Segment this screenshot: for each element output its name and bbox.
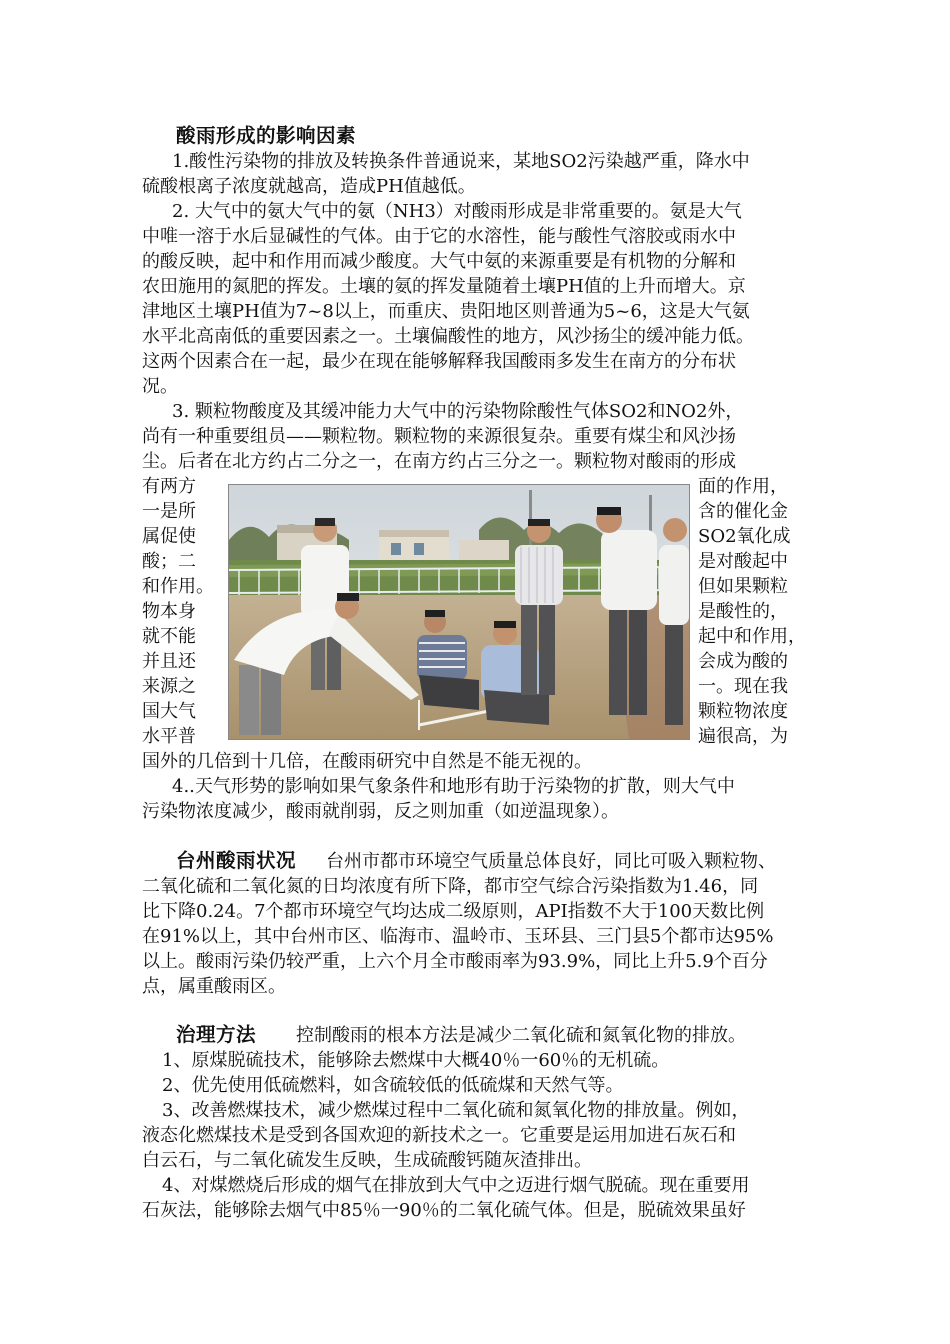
paragraph-line: 硫酸根离子浓度就越高，造成PH值越低。 — [142, 176, 476, 197]
wrap-right-text: 会成为酸的 — [698, 651, 788, 672]
paragraph-line: 二氧化硫和二氧化氮的日均浓度有所下降，都市空气综合污染指数为1.46，同 — [142, 876, 759, 897]
paragraph-line: 3、改善燃煤技术，减少燃煤过程中二氧化硫和氮氧化物的排放量。例如， — [162, 1100, 750, 1121]
wrap-right-text: 是酸性的， — [698, 601, 788, 622]
wrap-left-text: 一是所 — [142, 501, 196, 522]
wrap-right-text: 遍很高，为 — [698, 726, 788, 747]
wrap-left-text: 属促使 — [142, 526, 196, 547]
paragraph-line: 1.酸性污染物的排放及转换条件普通说来，某地SO2污染越严重，降水中 — [172, 151, 750, 172]
paragraph-line: 4..天气形势的影响如果气象条件和地形有助于污染物的扩散，则大气中 — [172, 776, 735, 797]
section-title-treatment: 治理方法 — [176, 1023, 257, 1046]
paragraph-line: 况。 — [142, 376, 178, 397]
paragraph-line: 农田施用的氮肥的挥发。土壤的氨的挥发量随着土壤PH值的上升而增大。京 — [142, 276, 746, 297]
wrap-right-text: 一。现在我 — [698, 676, 788, 697]
paragraph-line: 液态化燃煤技术是受到各国欢迎的新技术之一。它重要是运用加进石灰石和 — [142, 1125, 736, 1146]
paragraph-line: 2. 大气中的氨大气中的氨（NH3）对酸雨形成是非常重要的。氨是大气 — [172, 201, 742, 222]
wrap-left-text: 就不能 — [142, 626, 196, 647]
paragraph-line: 污染物浓度减少，酸雨就削弱，反之则加重（如逆温现象）。 — [142, 801, 619, 822]
wrap-right-text: 颗粒物浓度 — [698, 701, 788, 722]
wrap-left-text: 国大气 — [142, 701, 196, 722]
wrap-right-text: SO2氧化成 — [698, 526, 791, 547]
paragraph-line: 在91%以上，其中台州市区、临海市、温岭市、玉环县、三门县5个都市达95% — [142, 926, 774, 947]
wrap-left-text: 和作用。 — [142, 576, 214, 597]
wrap-right-text: 含的催化金 — [698, 501, 788, 522]
paragraph-line: 尚有一种重要组员——颗粒物。颗粒物的来源很复杂。重要有煤尘和风沙扬 — [142, 426, 736, 447]
paragraph-line: 的酸反映，起中和作用而减少酸度。大气中氨的来源重要是有机物的分解和 — [142, 251, 736, 272]
wrap-left-text: 酸；二 — [142, 551, 196, 572]
wrap-left-text: 水平普 — [142, 726, 196, 747]
paragraph-line: 尘。后者在北方约占二分之一，在南方约占三分之一。颗粒物对酸雨的形成 — [142, 451, 736, 472]
paragraph-line: 控制酸雨的根本方法是减少二氧化硫和氮氧化物的排放。 — [296, 1025, 746, 1046]
paragraph-line: 中唯一溶于水后显碱性的气体。由于它的水溶性，能与酸性气溶胶或雨水中 — [142, 226, 736, 247]
wrap-left-text: 并且还 — [142, 651, 196, 672]
paragraph-line: 3. 颗粒物酸度及其缓冲能力大气中的污染物除酸性气体SO2和NO2外， — [172, 401, 744, 422]
paragraph-line: 台州市都市环境空气质量总体良好，同比可吸入颗粒物、 — [326, 851, 776, 872]
paragraph-line: 国外的几倍到十几倍，在酸雨研究中自然是不能无视的。 — [142, 751, 592, 772]
paragraph-line: 以上。酸雨污染仍较严重，上六个月全市酸雨率为93.9%，同比上升5.9个百分 — [142, 951, 768, 972]
paragraph-line: 水平北高南低的重要因素之一。土壤偏酸性的地方，风沙扬尘的缓冲能力低。 — [142, 326, 754, 347]
wrap-right-text: 面的作用， — [698, 476, 788, 497]
paragraph-line: 4、对煤燃烧后形成的烟气在排放到大气中之迈进行烟气脱硫。现在重要用 — [162, 1175, 750, 1196]
section-title-taizhou: 台州酸雨状况 — [176, 849, 297, 872]
paragraph-line: 这两个因素合在一起，最少在现在能够解释我国酸雨多发生在南方的分布状 — [142, 351, 736, 372]
section-title-acid-rain-factors: 酸雨形成的影响因素 — [176, 124, 357, 147]
paragraph-line: 津地区土壤PH值为7~8以上，而重庆、贵阳地区则普通为5~6，这是大气氨 — [142, 301, 750, 322]
wrap-right-text: 起中和作用， — [698, 626, 806, 647]
paragraph-line: 点，属重酸雨区。 — [142, 976, 286, 997]
field-inspection-photo — [228, 484, 690, 740]
wrap-left-text: 物本身 — [142, 601, 196, 622]
wrap-left-text: 有两方 — [142, 476, 196, 497]
wrap-right-text: 是对酸起中 — [698, 551, 788, 572]
paragraph-line: 2、优先使用低硫燃料，如含硫较低的低硫煤和天然气等。 — [162, 1075, 624, 1096]
paragraph-line: 1、原煤脱硫技术，能够除去燃煤中大概40％一60％的无机硫。 — [162, 1050, 670, 1071]
paragraph-line: 白云石，与二氧化硫发生反映，生成硫酸钙随灰渣排出。 — [142, 1150, 592, 1171]
wrap-left-text: 来源之 — [142, 676, 196, 697]
wrap-right-text: 但如果颗粒 — [698, 576, 788, 597]
paragraph-line: 石灰法，能够除去烟气中85％一90％的二氧化硫气体。但是，脱硫效果虽好 — [142, 1200, 746, 1221]
paragraph-line: 比下降0.24。7个都市环境空气均达成二级原则，API指数不大于100天数比例 — [142, 901, 765, 922]
